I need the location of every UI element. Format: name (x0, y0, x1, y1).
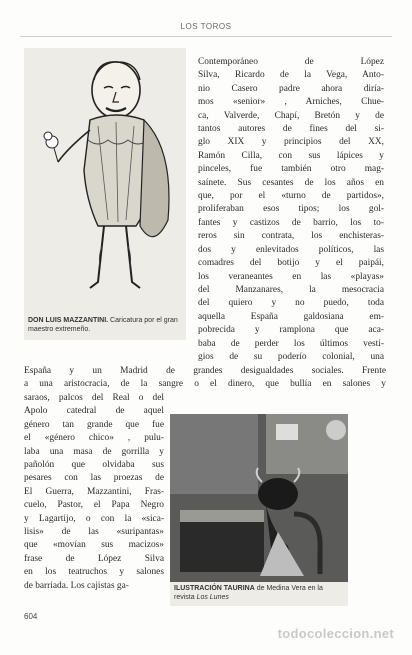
text-line: mos «senior» , Arniches, Chue- (198, 97, 384, 108)
text-line: del quiero y no puedo, toda (198, 298, 384, 309)
text-line: reros sin contrata, los enchisteras- (198, 231, 384, 242)
text-line: y Lagartijo, o con la «sica- (24, 513, 164, 524)
text-line: Ramón Cilla, con sus lápices y (198, 150, 384, 161)
text-line: pesares con las proezas de (24, 473, 164, 484)
text-line: género tan grande que fue (24, 419, 164, 430)
left-column (24, 392, 164, 593)
caption-name: ILUSTRACIÓN TAURINA (174, 585, 255, 592)
text-line: de barriada. Los cajistas ga- (24, 580, 129, 591)
text-line: aquella España galdosiana em- (198, 311, 384, 322)
page-number: 604 (24, 612, 38, 621)
text-line: cuelo, Pastor, el Papa Negro (24, 500, 164, 511)
bull-photo (170, 414, 348, 582)
text-line: laba una masa de gorrilla y (24, 446, 164, 457)
text-line: que «movían sus macizos» (24, 540, 164, 551)
text-line: dos y enlevitados políticos, las (198, 244, 384, 255)
text-line: Apolo catedral de aquel (24, 406, 164, 417)
text-line: pañolón que olvidaba sus (24, 460, 164, 471)
text-line: ca, Valverde, Chapí, Bretón y de (198, 110, 384, 121)
caption-name: DON LUIS MAZZANTINI. (28, 317, 109, 324)
text-line: tantos autores de fines del si- (198, 124, 384, 135)
text-line: Silva, Ricardo de la Vega, Anto- (198, 70, 384, 81)
text-line: el «género chico» , pulu- (24, 433, 164, 444)
text-line: del Manzanares, la mesocracia (198, 284, 384, 295)
full-width-text (24, 365, 386, 392)
header-rule (20, 36, 392, 37)
running-head: LOS TOROS (180, 22, 232, 31)
caption-text: de Medina Vera en la revista (174, 585, 323, 601)
text-line: saínete. Sus cesantes de los años en (198, 177, 384, 188)
text-line: glo XIX y principios del XX, (198, 137, 384, 148)
text-line: gios de su poderío colonial, una (198, 351, 384, 362)
text-line: Contemporáneo de López (198, 57, 384, 67)
text-line: baba de perder los últimos vesti- (198, 338, 384, 349)
caricature-illustration (28, 50, 182, 306)
text-line: los veraneantes en las «playas» (198, 271, 384, 282)
photo-caption (170, 582, 348, 606)
text-line: comadres del botijo y el paipái, (198, 258, 384, 269)
text-line: frase de López Silva (24, 553, 164, 564)
text-line: El Guerra, Mazzantini, Fras- (24, 486, 164, 497)
right-column (198, 56, 384, 364)
text-line: que, por el «turno de partidos», (198, 191, 384, 202)
text-line: saraos, palcos del Real o del (24, 393, 164, 403)
text-line: a una aristocracia, de la sangre o el dinero, que bullía en salones y (24, 379, 386, 390)
text-line: proliferaban esos tipos; los gol- (198, 204, 384, 215)
text-line: lisis» de las «suripantas» (24, 527, 164, 538)
caption-text: Caricatura por el gran maestro extremeño. (28, 317, 178, 333)
caption-italic: Los Lunes (196, 594, 229, 601)
text-line: nio Casero padre ahora diría- (198, 83, 384, 94)
text-line: España y un Madrid de grandes desigualdades sociales. Frente (24, 366, 386, 376)
caricature-caption (24, 316, 186, 340)
text-line: fantes y castizos de barrio, los to- (198, 217, 384, 228)
text-line: pinceles, fue también otro mag- (198, 164, 384, 175)
watermark: todocoleccion.net (277, 626, 394, 641)
text-line: pobrecida y ramplona que aca- (198, 325, 384, 336)
text-line: en los teatruchos y salones (24, 567, 164, 578)
